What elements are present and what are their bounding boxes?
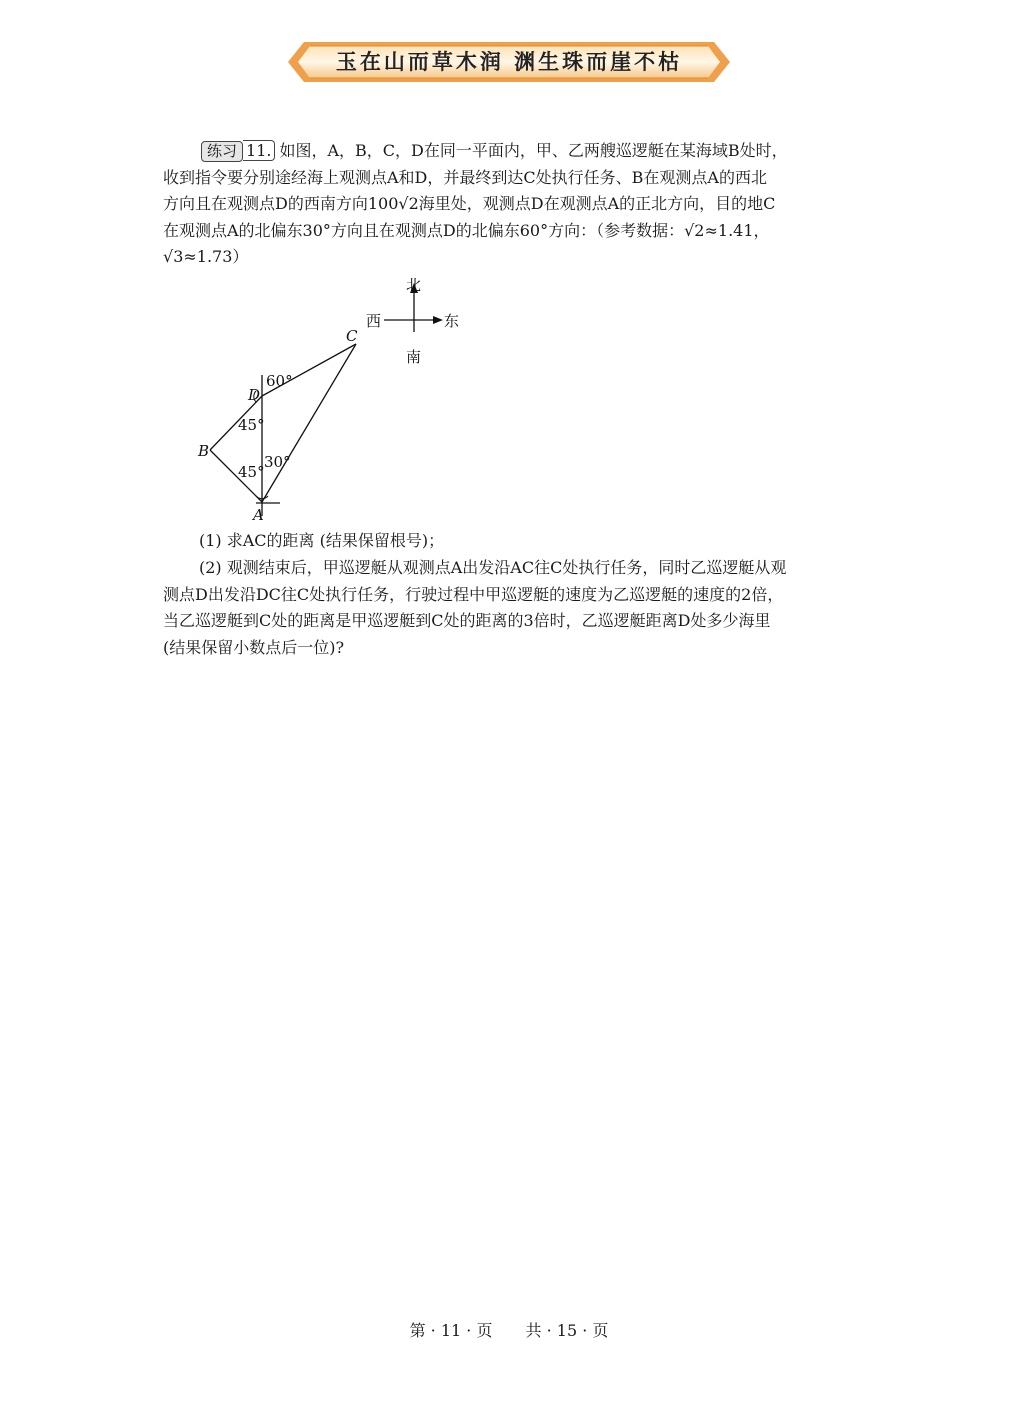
label-A: A bbox=[253, 506, 264, 524]
geometry-figure bbox=[190, 270, 480, 525]
page-number: 第 · 11 · 页 bbox=[409, 1321, 493, 1340]
question-2-line-1: (2) 观测结束后，甲巡逻艇从观测点A出发沿AC往C处执行任务，同时乙巡逻艇从观 bbox=[199, 558, 787, 577]
compass-west: 西 bbox=[366, 312, 382, 330]
question-2-line-2: 测点D出发沿DC往C处执行任务，行驶过程中甲巡逻艇的速度为乙巡逻艇的速度的2倍， bbox=[163, 584, 784, 604]
label-D: D bbox=[248, 386, 261, 404]
question-2-line-3: 当乙巡逻艇到C处的距离是甲巡逻艇到C处的距离的3倍时，乙巡逻艇距离D处多少海里 bbox=[163, 611, 771, 630]
compass-south: 南 bbox=[406, 348, 422, 366]
compass-north: 北 bbox=[406, 276, 422, 294]
page-footer bbox=[0, 1318, 1018, 1341]
header-banner bbox=[288, 40, 730, 84]
problem-line-1 bbox=[163, 138, 863, 165]
label-C: C bbox=[346, 327, 358, 345]
east-arrow-icon bbox=[433, 316, 443, 324]
problem-text-1: 如图，A，B，C，D在同一平面内，甲、乙两艘巡逻艇在某海域B处时， bbox=[279, 141, 788, 160]
angle-A-45: 45° bbox=[238, 463, 265, 481]
angle-D-60: 60° bbox=[266, 372, 293, 390]
problem-number: 11. bbox=[243, 140, 275, 161]
angle-D-45: 45° bbox=[238, 416, 265, 434]
angle-A-30: 30° bbox=[264, 453, 291, 471]
problem-line-3: 方向且在观测点D的西南方向100√2海里处，观测点D在观测点A的正北方向，目的地C bbox=[163, 194, 776, 213]
header-motto: 玉在山而草木润 渊生珠而崖不枯 bbox=[335, 50, 683, 74]
page-total: 共 · 15 · 页 bbox=[525, 1321, 609, 1340]
problem-line-4: 在观测点A的北偏东30°方向且在观测点D的北偏东60°方向：（参考数据：√2≈1.41， bbox=[163, 220, 770, 240]
question-1-text: (1) 求AC的距离 (结果保留根号)； bbox=[199, 531, 445, 550]
question-2-line-4: (结果保留小数点后一位)? bbox=[163, 637, 345, 657]
problem-line-5: √3≈1.73） bbox=[163, 247, 249, 266]
problem-line-2: 收到指令要分别途经海上观测点A和D，并最终到达C处执行任务、B在观测点A的西北 bbox=[163, 167, 767, 187]
label-B: B bbox=[198, 442, 210, 460]
question-2 bbox=[163, 555, 863, 661]
compass bbox=[366, 276, 459, 366]
compass-east: 东 bbox=[444, 312, 460, 330]
question-1 bbox=[163, 528, 863, 555]
problem-statement bbox=[163, 138, 863, 271]
segment-AC bbox=[262, 344, 356, 502]
practice-tag: 练习 bbox=[201, 141, 243, 162]
